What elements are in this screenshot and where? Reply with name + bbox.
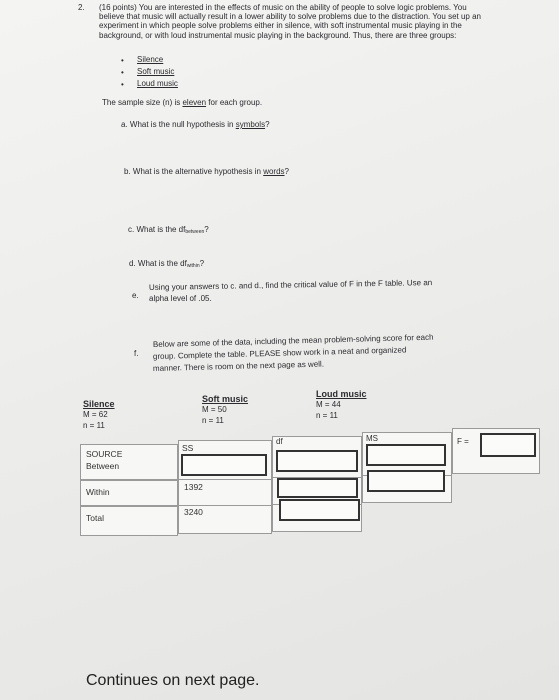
question-intro: (16 points) You are interested in the effects of music on the ability of people to solve logic problems. You believe that music will actually result in a lower ability to solve problems due to the distraction. You set up an experiment in which people solve problems either in silence, with soft instrumental music playing in the background, or with loud instrumental music playing in the background. Thus, there are three groups: xyxy=(99,3,481,40)
ss-between-answer-box[interactable] xyxy=(181,454,267,476)
group-item: Loud music xyxy=(137,79,178,88)
group-item: Silence xyxy=(137,55,164,64)
stat-mean: M = 62 xyxy=(83,410,108,419)
ms-between-answer-box[interactable] xyxy=(366,444,446,466)
row-label-within: Within xyxy=(86,487,110,497)
stat-mean: M = 50 xyxy=(202,405,227,414)
sample-size-line: The sample size (n) is eleven for each group. xyxy=(102,98,263,107)
bullet-icon: • xyxy=(121,68,124,77)
df-total-answer-box[interactable] xyxy=(279,499,360,521)
question-number: 2. xyxy=(78,3,85,12)
source-header: SOURCE xyxy=(86,449,123,459)
group-item: Soft music xyxy=(137,67,175,76)
ss-total-value: 3240 xyxy=(184,507,203,517)
f-header: F = xyxy=(457,437,469,446)
stat-mean: M = 44 xyxy=(316,400,341,409)
continues-footer: Continues on next page. xyxy=(86,672,260,689)
stat-n: n = 11 xyxy=(202,416,224,425)
stat-n: n = 11 xyxy=(316,411,338,420)
f-answer-box[interactable] xyxy=(480,433,536,457)
stat-name: Soft music xyxy=(202,394,249,404)
ms-within-answer-box[interactable] xyxy=(367,470,445,492)
df-between-answer-box[interactable] xyxy=(276,450,358,472)
ss-header: SS xyxy=(182,443,194,453)
row-label-total: Total xyxy=(86,513,104,523)
stat-n: n = 11 xyxy=(83,421,105,430)
row-label-between: Between xyxy=(86,461,120,471)
ms-header: MS xyxy=(366,434,378,443)
question-c: c. What is the $df_{between}$? xyxy=(128,225,209,235)
bullet-icon: • xyxy=(121,80,124,89)
bullet-icon: • xyxy=(121,56,124,65)
df-header: df xyxy=(276,437,283,446)
stat-name: Silence xyxy=(83,399,115,409)
question-d: d. What is the $df_{within}$? xyxy=(129,259,205,269)
ss-within-value: 1392 xyxy=(184,482,203,492)
question-a: a. What is the null hypothesis in symbols? xyxy=(121,120,270,129)
question-b: b. What is the alternative hypothesis in words? xyxy=(124,167,289,176)
stat-name: Loud music xyxy=(316,389,367,399)
df-within-answer-box[interactable] xyxy=(277,478,358,498)
